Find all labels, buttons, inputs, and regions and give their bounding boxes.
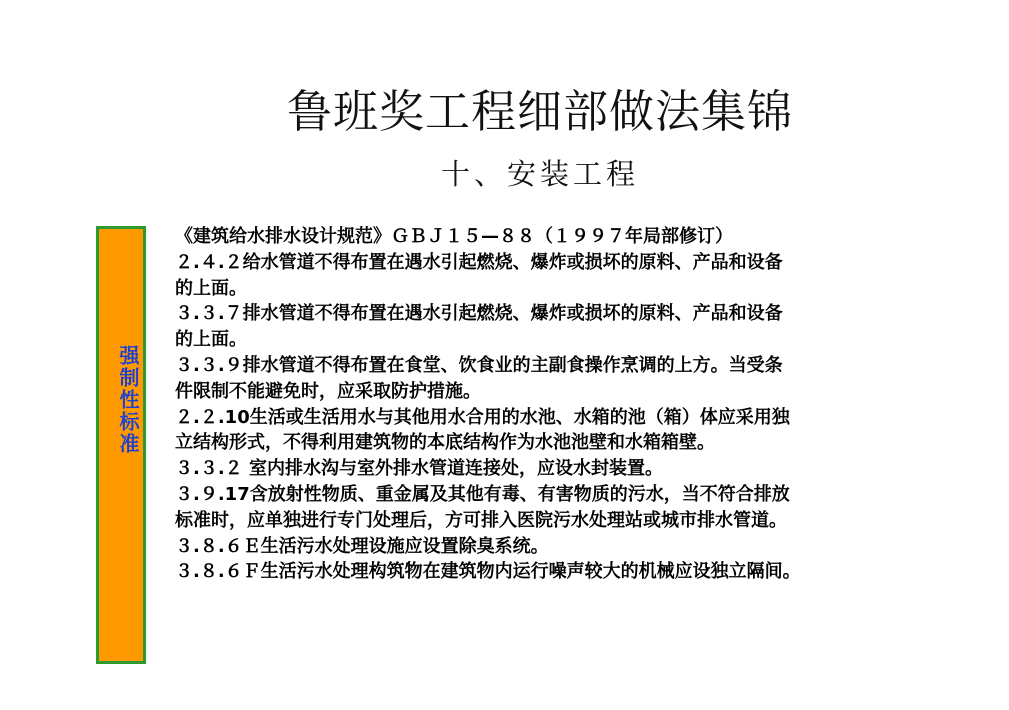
text-line: ２.４.２给水管道不得布置在遇水引起燃烧、爆炸或损坏的原料、产品和设备	[175, 251, 783, 273]
text-line: 的上面。	[175, 329, 247, 351]
text-line: 的上面。	[175, 277, 247, 299]
text-line: ３.８.６Ｅ生活污水处理设施应设置除臭系统。	[175, 535, 549, 557]
text-line: ３.９.17含放射性物质、重金属及其他有毒、有害物质的污水，当不符合排放	[175, 483, 790, 505]
content-block	[175, 224, 915, 585]
text-line: ３.３.９排水管道不得布置在食堂、饮食业的主副食操作烹调的上方。当受条	[175, 354, 783, 376]
text-line: ３.８.６Ｆ生活污水处理构筑物在建筑物内运行噪声较大的机械应设独立隔间。	[175, 561, 801, 583]
side-label-text: 强制性标准	[116, 345, 140, 455]
page-title: 鲁班奖工程细部做法集锦	[286, 85, 793, 138]
text-line: ３.３.２ 室内排水沟与室外排水管道连接处，应设水封装置。	[175, 458, 663, 480]
text-line: ２.２.10生活或生活用水与其他用水合用的水池、水箱的池（箱）体应采用独	[175, 406, 790, 428]
text-line: ３.３.７排水管道不得布置在遇水引起燃烧、爆炸或损坏的原料、产品和设备	[175, 303, 783, 325]
text-line: 标准时，应单独进行专门处理后，方可排入医院污水处理站或城市排水管道。	[175, 509, 787, 531]
side-label-box	[96, 226, 146, 664]
text-line: 《建筑给水排水设计规范》ＧＢＪ１５—８８（１９９７年局部修订）	[175, 226, 733, 247]
text-line: 立结构形式，不得利用建筑物的本底结构作为水池池壁和水箱箱壁。	[175, 432, 715, 454]
section-subtitle: 十、安装工程	[440, 157, 639, 191]
text-line: 件限制不能避免时，应采取防护措施。	[175, 380, 481, 402]
